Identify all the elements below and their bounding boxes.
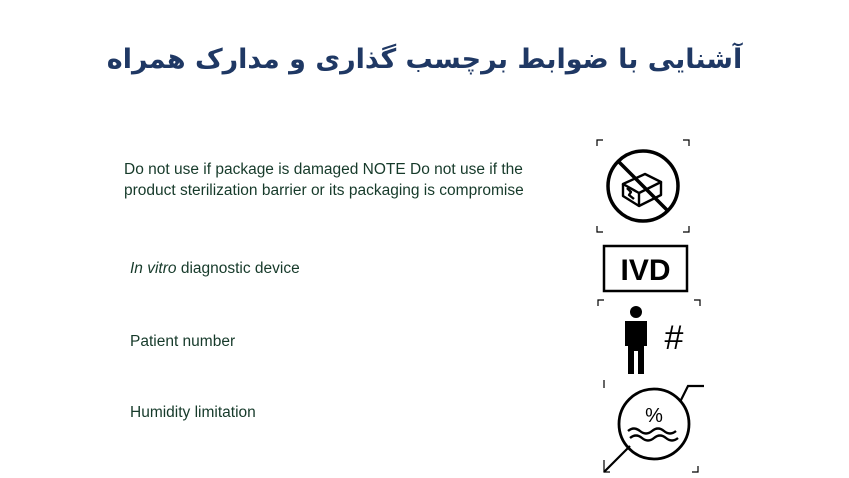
symbol-description-damaged-package: Do not use if package is damaged NOTE Do not use if the product sterilization barrier or its packaging is compromise xyxy=(124,161,524,199)
page-title: آشنایی با ضوابط برچسب گذاری و مدارک همراه xyxy=(106,44,743,75)
patient-number-hash: # xyxy=(664,319,684,357)
patient-number-icon xyxy=(594,294,704,384)
ivd-description-rest: diagnostic device xyxy=(176,260,300,277)
damaged-package-icon xyxy=(593,136,693,236)
ivd-description-italic: In vitro xyxy=(130,260,177,277)
humidity-percent-symbol: % xyxy=(645,405,663,427)
symbol-description-patient-number: Patient number xyxy=(130,333,236,350)
humidity-limitation-icon xyxy=(598,376,706,476)
symbol-description-humidity: Humidity limitation xyxy=(130,404,256,421)
symbol-description-ivd xyxy=(130,258,300,279)
ivd-symbol-text: IVD xyxy=(620,254,671,287)
